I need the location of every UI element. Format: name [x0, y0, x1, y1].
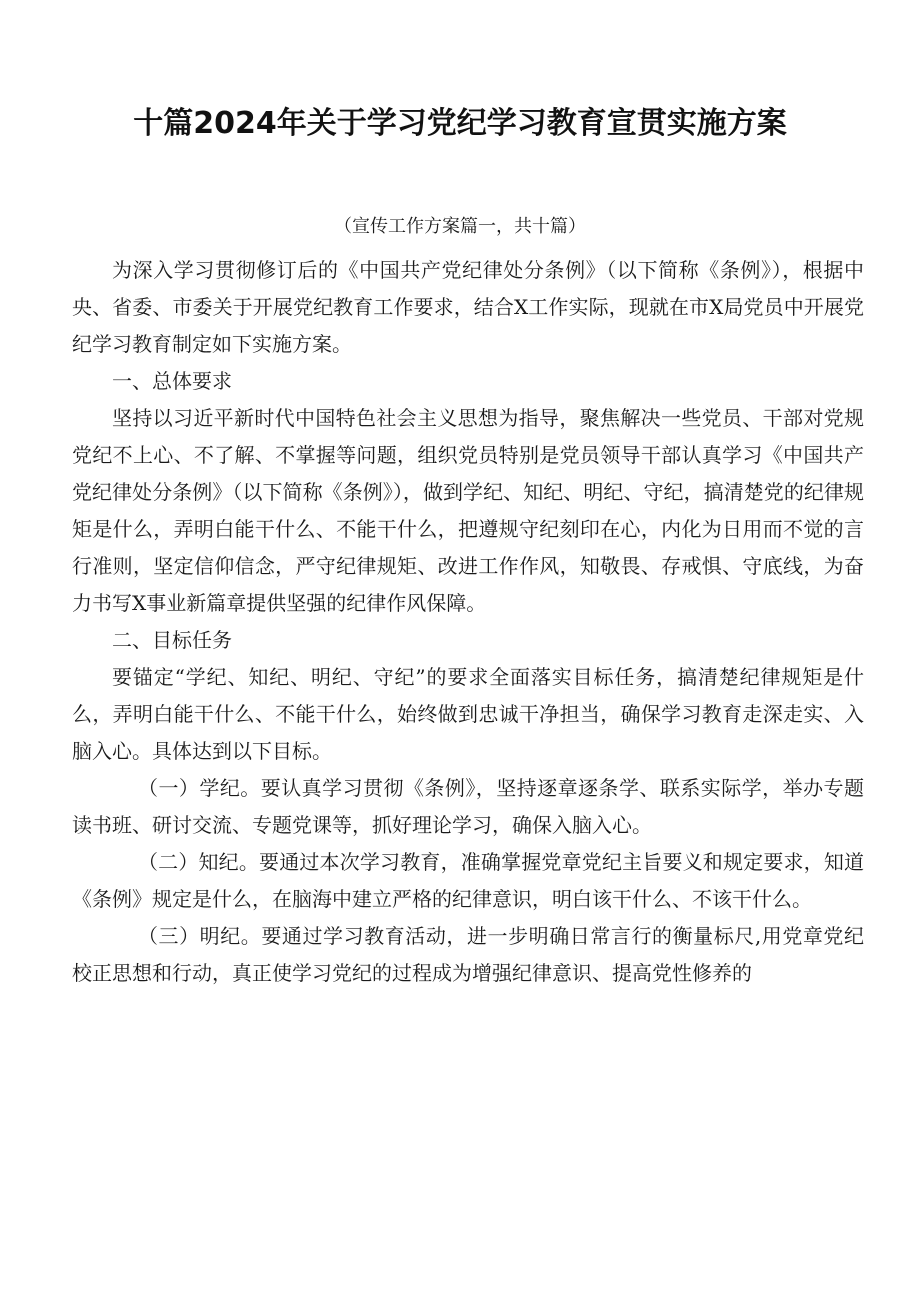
paragraph-overall-requirements: 坚持以习近平新时代中国特色社会主义思想为指导，聚焦解决一些党员、干部对党规党纪不上心、不了解、不掌握等问题，组织党员特别是党员领导干部认真学习《中国共产党纪律处分条例》（以下简称《条例》），做到学纪、知纪、明纪、守纪，搞清楚党的纪律规矩是什么，弄明白能干什么、不能干什么，把遵规守纪刻印在心，内化为日用而不觉的言行准则，坚定信仰信念，严守纪律规矩、改进工作作风，知敬畏、存戒惧、守底线，为奋力书写X事业新篇章提供坚强的纪律作风保障。	[72, 406, 864, 615]
document-subtitle: （宣传工作方案篇一，共十篇）	[334, 216, 586, 237]
document-body	[72, 252, 864, 992]
list-item-understand-discipline: （三）明纪。要通过学习教育活动，进一步明确日常言行的衡量标尺,用党章党纪校正思想和行动，真正使学习党纪的过程成为增强纪律意识、提高党性修养的	[72, 924, 864, 985]
paragraph-intro: 为深入学习贯彻修订后的《中国共产党纪律处分条例》（以下简称《条例》），根据中央、省委、市委关于开展党纪教育工作要求，结合X工作实际，现就在市X局党员中开展党纪学习教育制定如下实施方案。	[72, 258, 864, 356]
list-item-know-discipline: （二）知纪。要通过本次学习教育，准确掌握党章党纪主旨要义和规定要求，知道《条例》规定是什么，在脑海中建立严格的纪律意识，明白该干什么、不该干什么。	[72, 850, 864, 911]
list-item-learn-discipline: （一）学纪。要认真学习贯彻《条例》，坚持逐章逐条学、联系实际学，举办专题读书班、研讨交流、专题党课等，抓好理论学习，确保入脑入心。	[72, 776, 864, 837]
paragraph-goals-tasks: 要锚定“学纪、知纪、明纪、守纪”的要求全面落实目标任务，搞清楚纪律规矩是什么，弄明白能干什么、不能干什么，始终做到忠诚干净担当，确保学习教育走深走实、入脑入心。具体达到以下目标。	[72, 665, 864, 763]
section-heading-goals-tasks: 二、目标任务	[112, 628, 232, 652]
document-title: 十篇2024年关于学习党纪学习教育宣贯实施方案	[133, 106, 787, 141]
section-heading-overall-requirements: 一、总体要求	[112, 369, 232, 393]
